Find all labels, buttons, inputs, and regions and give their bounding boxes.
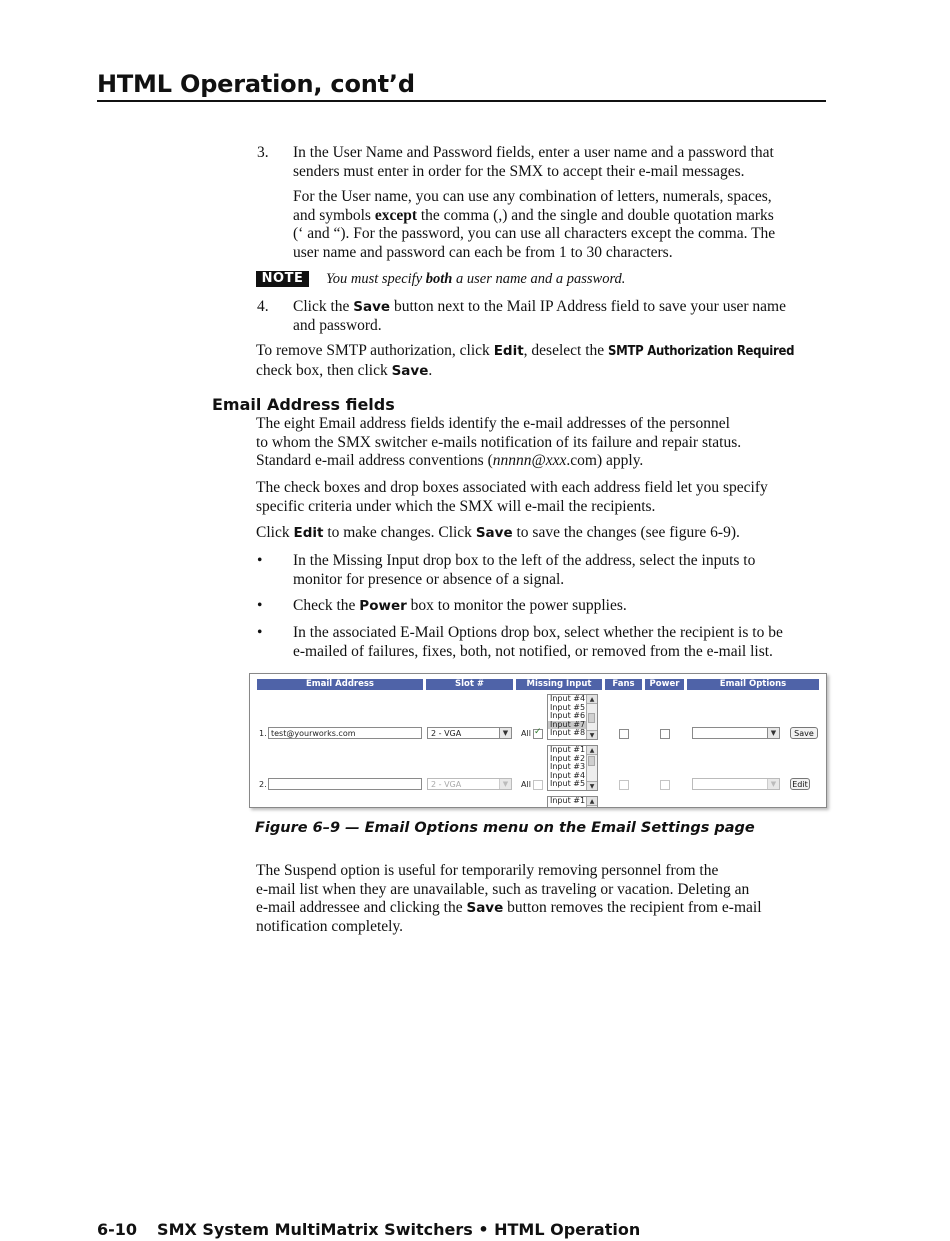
remove-smtp-paragraph: To remove SMTP authorization, click Edit, deselect the SMTP Authorization Required check box, then click Save. <box>256 342 795 379</box>
list-item[interactable]: Input #4 <box>550 770 586 780</box>
row-index: 2. <box>259 780 267 789</box>
scrollbar[interactable] <box>586 746 597 790</box>
scroll-up-icon[interactable]: ▲ <box>587 797 597 806</box>
header-rule <box>97 100 826 102</box>
missing-input-listbox[interactable] <box>547 796 598 808</box>
email-input[interactable]: test@yourworks.com <box>268 727 422 739</box>
chevron-down-icon: ▼ <box>767 728 779 738</box>
list-item[interactable]: Input #4 <box>550 694 586 703</box>
scroll-thumb[interactable] <box>588 756 595 766</box>
footer-text: SMX System MultiMatrix Switchers • HTML Operation <box>157 1220 641 1239</box>
step-number: 4. <box>257 298 269 315</box>
note-badge: NOTE <box>256 271 309 287</box>
edit-button[interactable]: Edit <box>790 778 810 790</box>
section-paragraph-3: Click Edit to make changes. Click Save to save the changes (see figure 6-9). <box>256 524 740 541</box>
chevron-down-icon: ▼ <box>499 779 511 789</box>
fans-checkbox[interactable] <box>619 729 629 739</box>
bullet-2-text: Check the Power box to monitor the power supplies. <box>293 597 627 614</box>
email-input[interactable] <box>268 778 422 790</box>
column-header-fans: Fans <box>605 679 642 690</box>
section-paragraph-1: The eight Email address fields identify the e-mail addresses of the personnel to whom the SMX switcher e-mails notification of its failure and repair status. Standard e-mail address conventions (nnnnn@xxx.com) apply. <box>256 415 742 469</box>
all-label: All <box>521 729 531 738</box>
bullet: • <box>257 597 263 614</box>
step-4-text: Click the Save button next to the Mail IP Address field to save your user name and password. <box>293 298 786 334</box>
power-checkbox[interactable] <box>660 729 670 739</box>
scroll-thumb[interactable] <box>588 713 595 723</box>
all-label: All <box>521 780 531 789</box>
scrollbar[interactable] <box>586 695 597 739</box>
page-title: HTML Operation, cont’d <box>97 70 415 98</box>
slot-select[interactable]: 2 - VGA ▼ <box>427 727 512 739</box>
list-item[interactable]: Input #1 <box>550 745 586 754</box>
figure-caption: Figure 6–9 — Email Options menu on the Email Settings page <box>255 820 755 836</box>
email-settings-figure <box>249 673 827 808</box>
missing-input-listbox[interactable] <box>547 694 598 740</box>
note-text: You must specify both a user name and a password. <box>326 271 626 287</box>
column-header-power: Power <box>645 679 684 690</box>
column-header-missing-input: Missing Input <box>516 679 602 690</box>
chevron-down-icon: ▼ <box>499 728 511 738</box>
scrollbar[interactable] <box>586 797 597 808</box>
power-checkbox[interactable] <box>660 780 670 790</box>
list-item[interactable]: Input #2 <box>550 753 586 763</box>
chevron-down-icon: ▼ <box>767 779 779 789</box>
list-item[interactable]: Input #7 <box>548 721 597 730</box>
step-3-subtext: For the User name, you can use any combination of letters, numerals, spaces, and symbols except the comma (,) and the single and double quotation marks (‘ and “). For the password, you can use all characters except the comma. The user name and password can each be from 1 to 30 characters. <box>293 188 776 261</box>
closing-paragraph: The Suspend option is useful for temporarily removing personnel from the e-mail list when they are unavailable, such as traveling or vacation. Deleting an e-mail addressee and clicking the Save button removes the recipient from e-mail notification completely. <box>256 862 762 935</box>
save-button[interactable]: Save <box>790 727 818 739</box>
all-inputs-checkbox[interactable] <box>533 729 543 739</box>
bullet-3-text: In the associated E-Mail Options drop box, select whether the recipient is to be e-mailed of failures, fixes, both, not notified, or removed from the e-mail list. <box>293 624 783 660</box>
email-options-select[interactable] <box>692 727 780 739</box>
page-footer <box>97 1220 640 1239</box>
bullet: • <box>257 552 263 569</box>
scroll-down-icon[interactable]: ▼ <box>587 781 597 790</box>
list-item[interactable]: Input #5 <box>550 779 586 789</box>
section-paragraph-2: The check boxes and drop boxes associated with each address field let you specify specific criteria under which the SMX will e-mail the recipients. <box>256 479 768 515</box>
missing-input-listbox[interactable] <box>547 745 598 791</box>
section-heading: Email Address fields <box>212 395 395 414</box>
column-header-slot: Slot # <box>426 679 513 690</box>
row-index: 1. <box>259 729 267 738</box>
scroll-up-icon[interactable]: ▲ <box>587 695 597 704</box>
bullet-1-text: In the Missing Input drop box to the left of the address, select the inputs to monitor for presence or absence of a signal. <box>293 552 756 588</box>
step-number: 3. <box>257 144 269 161</box>
list-item[interactable]: Input #8 <box>550 728 586 738</box>
scroll-down-icon[interactable]: ▼ <box>587 730 597 739</box>
fans-checkbox[interactable] <box>619 780 629 790</box>
list-item[interactable]: Input #1 <box>550 796 586 805</box>
list-item[interactable]: Input #3 <box>550 762 586 772</box>
slot-select[interactable]: 2 - VGA ▼ <box>427 778 512 790</box>
bullet: • <box>257 624 263 641</box>
step-3-text: In the User Name and Password fields, enter a user name and a password that senders must enter in order for the SMX to accept their e-mail messages. <box>293 144 774 180</box>
scroll-up-icon[interactable]: ▲ <box>587 746 597 755</box>
column-header-email: Email Address <box>257 679 423 690</box>
page-number: 6-10 <box>97 1220 138 1239</box>
column-header-email-options: Email Options <box>687 679 819 690</box>
list-item[interactable]: Input #6 <box>550 711 586 721</box>
list-item[interactable]: Input #5 <box>550 702 586 712</box>
all-inputs-checkbox[interactable] <box>533 780 543 790</box>
email-options-select[interactable] <box>692 778 780 790</box>
